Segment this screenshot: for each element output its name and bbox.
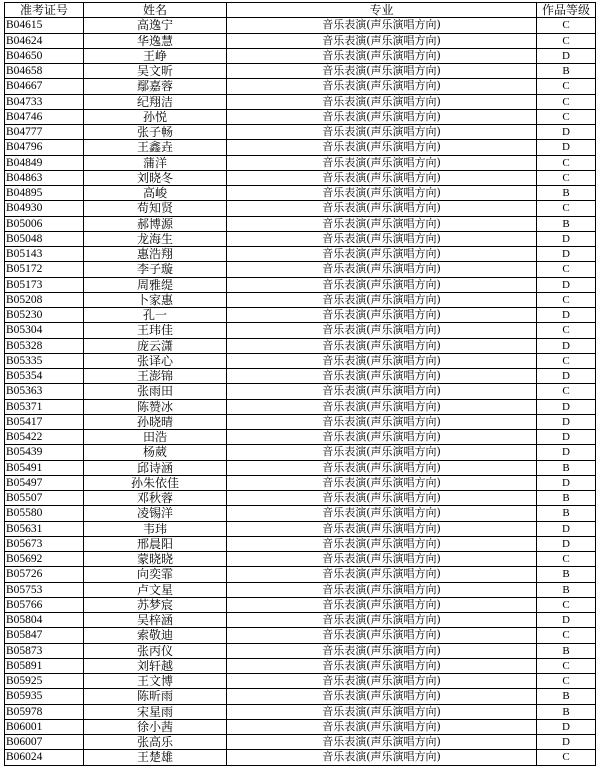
major-cell: 音乐表演(声乐演唱方向) [227, 552, 537, 567]
candidate-id-cell: B04863 [5, 170, 84, 185]
candidate-id-cell: B05925 [5, 674, 84, 689]
major-cell: 音乐表演(声乐演唱方向) [227, 33, 537, 48]
candidate-name-cell: 蒙晓晓 [84, 552, 227, 567]
candidate-name-cell: 高逸宁 [84, 18, 227, 33]
grade-cell: B [537, 704, 596, 719]
table-row [5, 643, 596, 658]
major-cell: 音乐表演(声乐演唱方向) [227, 704, 537, 719]
grade-cell: C [537, 552, 596, 567]
candidate-name-cell: 孙悦 [84, 109, 227, 124]
grade-cell: D [537, 414, 596, 429]
candidate-name-cell: 邱诗涵 [84, 460, 227, 475]
table-row [5, 399, 596, 414]
candidate-name-cell: 王峥 [84, 48, 227, 63]
grade-cell: D [537, 735, 596, 750]
candidate-id-cell: B05172 [5, 262, 84, 277]
grade-cell: D [537, 399, 596, 414]
table-row [5, 186, 596, 201]
table-row [5, 353, 596, 368]
table-row [5, 582, 596, 597]
candidate-id-cell: B05497 [5, 475, 84, 490]
table-row [5, 384, 596, 399]
candidate-name-cell: 张雨田 [84, 384, 227, 399]
major-cell: 音乐表演(声乐演唱方向) [227, 231, 537, 246]
grade-cell: D [537, 247, 596, 262]
grade-cell: B [537, 216, 596, 231]
table-row [5, 521, 596, 536]
grade-cell: C [537, 658, 596, 673]
candidate-name-cell: 刘晓冬 [84, 170, 227, 185]
grade-cell: D [537, 430, 596, 445]
candidate-name-cell: 高峻 [84, 186, 227, 201]
table-row [5, 292, 596, 307]
candidate-name-cell: 王玮佳 [84, 323, 227, 338]
grade-cell: C [537, 597, 596, 612]
candidate-name-cell: 张丙仪 [84, 643, 227, 658]
candidate-id-cell: B05422 [5, 430, 84, 445]
grade-cell: B [537, 567, 596, 582]
candidate-id-cell: B05371 [5, 399, 84, 414]
table-row [5, 689, 596, 704]
major-cell: 音乐表演(声乐演唱方向) [227, 201, 537, 216]
grade-cell: D [537, 475, 596, 490]
major-cell: 音乐表演(声乐演唱方向) [227, 719, 537, 734]
grade-cell: B [537, 186, 596, 201]
candidate-name-cell: 向奕霏 [84, 567, 227, 582]
grade-cell: D [537, 613, 596, 628]
candidate-id-cell: B06007 [5, 735, 84, 750]
candidate-name-cell: 惠浩翔 [84, 247, 227, 262]
grade-cell: D [537, 140, 596, 155]
table-row [5, 536, 596, 551]
candidate-id-cell: B05891 [5, 658, 84, 673]
candidate-id-cell: B04667 [5, 79, 84, 94]
grade-cell: D [537, 719, 596, 734]
candidate-id-cell: B05978 [5, 704, 84, 719]
table-row [5, 247, 596, 262]
major-cell: 音乐表演(声乐演唱方向) [227, 216, 537, 231]
candidate-id-cell: B05804 [5, 613, 84, 628]
candidate-id-cell: B05507 [5, 491, 84, 506]
grade-cell: B [537, 582, 596, 597]
header-row [5, 3, 596, 18]
major-cell: 音乐表演(声乐演唱方向) [227, 475, 537, 490]
major-cell: 音乐表演(声乐演唱方向) [227, 597, 537, 612]
candidate-id-cell: B05439 [5, 445, 84, 460]
table-row [5, 216, 596, 231]
candidate-id-cell: B05580 [5, 506, 84, 521]
candidate-name-cell: 庞云潇 [84, 338, 227, 353]
major-cell: 音乐表演(声乐演唱方向) [227, 430, 537, 445]
candidate-name-cell: 吴梓涵 [84, 613, 227, 628]
candidate-name-cell: 张子畅 [84, 125, 227, 140]
candidate-name-cell: 李子璇 [84, 262, 227, 277]
major-cell: 音乐表演(声乐演唱方向) [227, 170, 537, 185]
major-cell: 音乐表演(声乐演唱方向) [227, 384, 537, 399]
major-cell: 音乐表演(声乐演唱方向) [227, 79, 537, 94]
major-cell: 音乐表演(声乐演唱方向) [227, 582, 537, 597]
header-name: 姓名 [84, 3, 227, 18]
major-cell: 音乐表演(声乐演唱方向) [227, 247, 537, 262]
major-cell: 音乐表演(声乐演唱方向) [227, 689, 537, 704]
table-row [5, 628, 596, 643]
grade-cell: C [537, 109, 596, 124]
table-row [5, 231, 596, 246]
candidate-id-cell: B05873 [5, 643, 84, 658]
table-row [5, 475, 596, 490]
candidate-id-cell: B05173 [5, 277, 84, 292]
table-row [5, 445, 596, 460]
candidate-name-cell: 孔一 [84, 308, 227, 323]
major-cell: 音乐表演(声乐演唱方向) [227, 48, 537, 63]
candidate-name-cell: 徐小茜 [84, 719, 227, 734]
major-cell: 音乐表演(声乐演唱方向) [227, 262, 537, 277]
major-cell: 音乐表演(声乐演唱方向) [227, 643, 537, 658]
table-row [5, 79, 596, 94]
table-row [5, 125, 596, 140]
header-major: 专业 [227, 3, 537, 18]
major-cell: 音乐表演(声乐演唱方向) [227, 18, 537, 33]
candidate-name-cell: 索敬迪 [84, 628, 227, 643]
candidate-id-cell: B05491 [5, 460, 84, 475]
major-cell: 音乐表演(声乐演唱方向) [227, 64, 537, 79]
table-row [5, 64, 596, 79]
candidate-id-cell: B04796 [5, 140, 84, 155]
candidate-id-cell: B06024 [5, 750, 84, 765]
candidate-name-cell: 邓秋蓉 [84, 491, 227, 506]
header-id: 准考证号 [5, 3, 84, 18]
grade-cell: D [537, 536, 596, 551]
major-cell: 音乐表演(声乐演唱方向) [227, 735, 537, 750]
grade-cell: D [537, 125, 596, 140]
table-row [5, 33, 596, 48]
candidate-id-cell: B05935 [5, 689, 84, 704]
candidate-id-cell: B04615 [5, 18, 84, 33]
candidate-name-cell: 刘轩越 [84, 658, 227, 673]
candidate-name-cell: 纪翔洁 [84, 94, 227, 109]
major-cell: 音乐表演(声乐演唱方向) [227, 353, 537, 368]
candidate-name-cell: 龙海生 [84, 231, 227, 246]
table-header [5, 3, 596, 18]
candidate-name-cell: 苟知贤 [84, 201, 227, 216]
candidate-name-cell: 华逸慧 [84, 33, 227, 48]
candidate-name-cell: 张高乐 [84, 735, 227, 750]
table-row [5, 597, 596, 612]
major-cell: 音乐表演(声乐演唱方向) [227, 308, 537, 323]
candidate-name-cell: 邢晨阳 [84, 536, 227, 551]
major-cell: 音乐表演(声乐演唱方向) [227, 613, 537, 628]
candidate-name-cell: 王文博 [84, 674, 227, 689]
major-cell: 音乐表演(声乐演唱方向) [227, 750, 537, 765]
candidate-name-cell: 周雅缇 [84, 277, 227, 292]
table-row [5, 338, 596, 353]
major-cell: 音乐表演(声乐演唱方向) [227, 323, 537, 338]
table-row [5, 735, 596, 750]
grade-cell: C [537, 674, 596, 689]
candidate-name-cell: 卜家惠 [84, 292, 227, 307]
major-cell: 音乐表演(声乐演唱方向) [227, 536, 537, 551]
grade-cell: D [537, 277, 596, 292]
table-row [5, 658, 596, 673]
grade-cell: B [537, 643, 596, 658]
grade-cell: C [537, 384, 596, 399]
candidate-name-cell: 蒲洋 [84, 155, 227, 170]
grade-cell: C [537, 79, 596, 94]
table-row [5, 430, 596, 445]
candidate-name-cell: 王鑫垚 [84, 140, 227, 155]
candidate-id-cell: B04746 [5, 109, 84, 124]
major-cell: 音乐表演(声乐演唱方向) [227, 155, 537, 170]
major-cell: 音乐表演(声乐演唱方向) [227, 567, 537, 582]
table-body [5, 18, 596, 765]
table-row [5, 414, 596, 429]
table-row [5, 262, 596, 277]
major-cell: 音乐表演(声乐演唱方向) [227, 125, 537, 140]
table-row [5, 48, 596, 63]
grade-cell: C [537, 353, 596, 368]
major-cell: 音乐表演(声乐演唱方向) [227, 140, 537, 155]
candidate-id-cell: B04733 [5, 94, 84, 109]
major-cell: 音乐表演(声乐演唱方向) [227, 460, 537, 475]
grade-cell: B [537, 506, 596, 521]
candidate-id-cell: B04650 [5, 48, 84, 63]
table-row [5, 552, 596, 567]
candidate-name-cell: 王澎锦 [84, 369, 227, 384]
candidate-id-cell: B05354 [5, 369, 84, 384]
major-cell: 音乐表演(声乐演唱方向) [227, 414, 537, 429]
grade-cell: B [537, 64, 596, 79]
table-row [5, 140, 596, 155]
candidate-name-cell: 卢文星 [84, 582, 227, 597]
grade-cell: D [537, 445, 596, 460]
candidate-name-cell: 鄢嘉蓉 [84, 79, 227, 94]
candidate-id-cell: B05417 [5, 414, 84, 429]
table-row [5, 704, 596, 719]
candidate-id-cell: B04658 [5, 64, 84, 79]
candidate-name-cell: 陈昕雨 [84, 689, 227, 704]
candidate-name-cell: 宋星雨 [84, 704, 227, 719]
major-cell: 音乐表演(声乐演唱方向) [227, 399, 537, 414]
grade-cell: D [537, 308, 596, 323]
table-row [5, 613, 596, 628]
major-cell: 音乐表演(声乐演唱方向) [227, 674, 537, 689]
table-row [5, 369, 596, 384]
major-cell: 音乐表演(声乐演唱方向) [227, 186, 537, 201]
grade-cell: C [537, 750, 596, 765]
candidate-id-cell: B04624 [5, 33, 84, 48]
table-row [5, 491, 596, 506]
grade-cell: C [537, 18, 596, 33]
candidate-id-cell: B05328 [5, 338, 84, 353]
candidate-id-cell: B05304 [5, 323, 84, 338]
grade-cell: B [537, 689, 596, 704]
candidate-id-cell: B05230 [5, 308, 84, 323]
major-cell: 音乐表演(声乐演唱方向) [227, 292, 537, 307]
grade-cell: C [537, 292, 596, 307]
table-row [5, 506, 596, 521]
candidate-id-cell: B05208 [5, 292, 84, 307]
grade-cell: D [537, 369, 596, 384]
grade-cell: B [537, 460, 596, 475]
table-row [5, 750, 596, 765]
grade-cell: C [537, 155, 596, 170]
major-cell: 音乐表演(声乐演唱方向) [227, 338, 537, 353]
candidate-id-cell: B05753 [5, 582, 84, 597]
candidate-name-cell: 吴文昕 [84, 64, 227, 79]
candidate-id-cell: B06001 [5, 719, 84, 734]
major-cell: 音乐表演(声乐演唱方向) [227, 445, 537, 460]
grade-cell: C [537, 170, 596, 185]
candidate-id-cell: B05847 [5, 628, 84, 643]
candidate-id-cell: B05766 [5, 597, 84, 612]
grade-cell: C [537, 33, 596, 48]
candidate-id-cell: B05726 [5, 567, 84, 582]
candidate-name-cell: 郝博源 [84, 216, 227, 231]
candidate-id-cell: B05335 [5, 353, 84, 368]
grade-cell: C [537, 94, 596, 109]
candidate-id-cell: B05631 [5, 521, 84, 536]
header-grade: 作品等级 [537, 3, 596, 18]
candidate-name-cell: 孙朱依佳 [84, 475, 227, 490]
table-row [5, 308, 596, 323]
major-cell: 音乐表演(声乐演唱方向) [227, 94, 537, 109]
table-row [5, 719, 596, 734]
table-row [5, 567, 596, 582]
table-row [5, 277, 596, 292]
candidate-name-cell: 杨葳 [84, 445, 227, 460]
table-row [5, 323, 596, 338]
table-row [5, 674, 596, 689]
candidate-id-cell: B05673 [5, 536, 84, 551]
candidate-name-cell: 凌锡洋 [84, 506, 227, 521]
major-cell: 音乐表演(声乐演唱方向) [227, 628, 537, 643]
candidate-id-cell: B05692 [5, 552, 84, 567]
candidate-name-cell: 田浩 [84, 430, 227, 445]
candidate-name-cell: 王楚雄 [84, 750, 227, 765]
table-row [5, 109, 596, 124]
grade-cell: D [537, 48, 596, 63]
grade-cell: D [537, 521, 596, 536]
grade-cell: C [537, 323, 596, 338]
candidate-id-cell: B05363 [5, 384, 84, 399]
candidate-id-cell: B05048 [5, 231, 84, 246]
candidate-id-cell: B05006 [5, 216, 84, 231]
candidate-name-cell: 韦玮 [84, 521, 227, 536]
grade-cell: C [537, 262, 596, 277]
table-row [5, 155, 596, 170]
candidate-id-cell: B04930 [5, 201, 84, 216]
grade-cell: D [537, 231, 596, 246]
candidate-name-cell: 张译心 [84, 353, 227, 368]
grade-cell: C [537, 201, 596, 216]
major-cell: 音乐表演(声乐演唱方向) [227, 491, 537, 506]
candidate-id-cell: B05143 [5, 247, 84, 262]
candidate-id-cell: B04895 [5, 186, 84, 201]
grade-cell: B [537, 491, 596, 506]
table-row [5, 201, 596, 216]
major-cell: 音乐表演(声乐演唱方向) [227, 521, 537, 536]
results-table [4, 2, 596, 766]
grade-cell: D [537, 338, 596, 353]
major-cell: 音乐表演(声乐演唱方向) [227, 109, 537, 124]
major-cell: 音乐表演(声乐演唱方向) [227, 369, 537, 384]
candidate-id-cell: B04849 [5, 155, 84, 170]
candidate-name-cell: 陈赞冰 [84, 399, 227, 414]
candidate-name-cell: 苏梦宸 [84, 597, 227, 612]
table-row [5, 170, 596, 185]
table-row [5, 460, 596, 475]
candidate-id-cell: B04777 [5, 125, 84, 140]
table-row [5, 18, 596, 33]
table-row [5, 94, 596, 109]
candidate-name-cell: 孙晓晴 [84, 414, 227, 429]
major-cell: 音乐表演(声乐演唱方向) [227, 506, 537, 521]
major-cell: 音乐表演(声乐演唱方向) [227, 658, 537, 673]
grade-cell: C [537, 628, 596, 643]
major-cell: 音乐表演(声乐演唱方向) [227, 277, 537, 292]
